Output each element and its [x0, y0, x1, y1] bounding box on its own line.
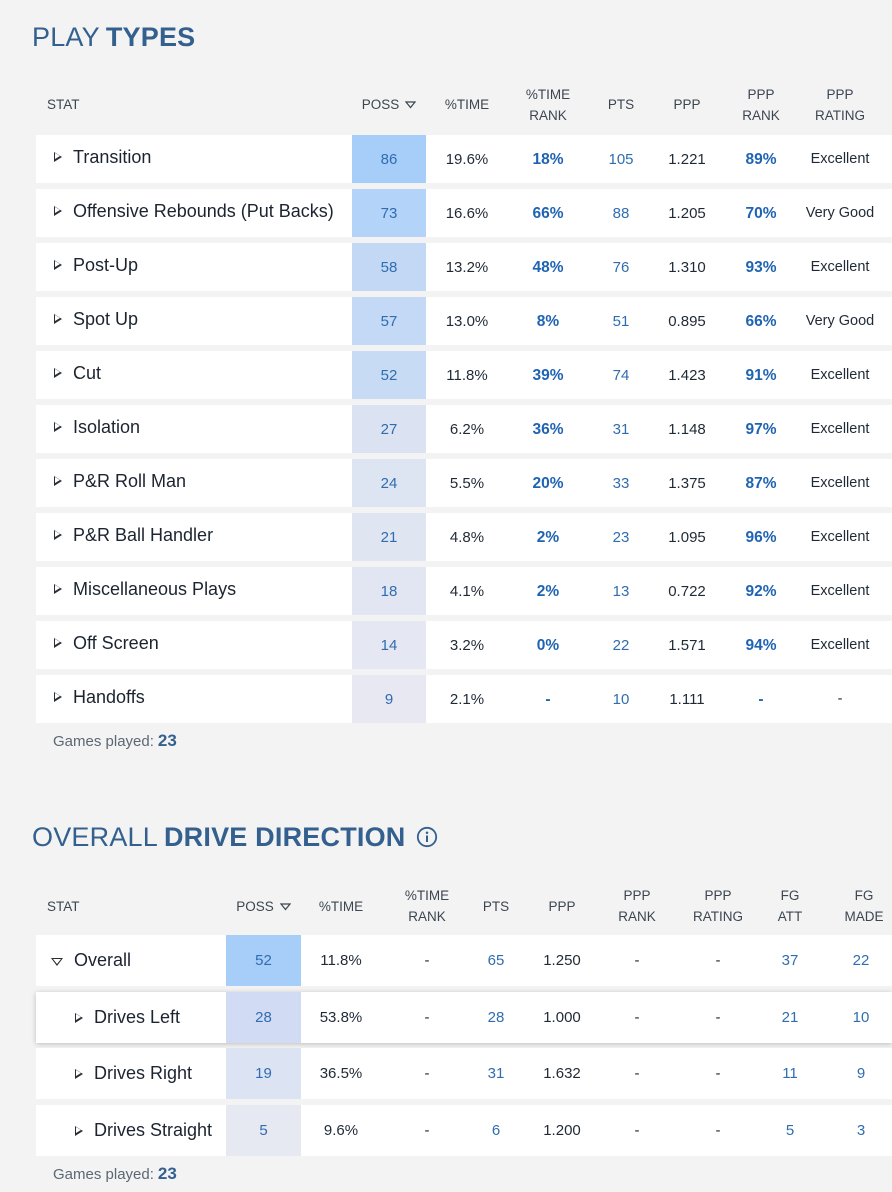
time-rank-value: 20% — [532, 475, 564, 492]
drive-direction-title-bold: DRIVE DIRECTION — [163, 822, 406, 852]
poss-value[interactable]: 5 — [226, 1105, 301, 1156]
info-icon[interactable] — [416, 826, 438, 848]
expand-arrow-icon[interactable] — [54, 584, 62, 594]
play-type-row[interactable] — [36, 405, 892, 453]
dd-header-ppp-rank-line2: RANK — [618, 909, 656, 924]
play-type-name: P&R Ball Handler — [73, 524, 214, 545]
ppp-rank-value: 96% — [745, 529, 777, 546]
play-type-row[interactable] — [36, 621, 892, 669]
time-value: 11.8% — [320, 952, 362, 969]
dd-header-time-rank-line2: RANK — [408, 909, 446, 924]
time-value: 4.1% — [449, 582, 485, 600]
ppp-rank-value: - — [634, 1009, 640, 1026]
drive-name: Drives Right — [94, 1063, 193, 1083]
play-type-row[interactable] — [36, 243, 892, 291]
pts-value[interactable]: 28 — [487, 1009, 505, 1026]
ppp-rank-value: 93% — [745, 259, 777, 276]
drive-name: Overall — [74, 950, 132, 970]
drive-direction-row[interactable] — [36, 992, 892, 1043]
dd-header-time-rank[interactable] — [386, 885, 468, 927]
expand-arrow-icon[interactable] — [54, 206, 62, 216]
time-rank-value: 2% — [536, 529, 560, 546]
poss-value[interactable]: 28 — [226, 992, 301, 1043]
poss-value[interactable]: 52 — [226, 935, 301, 986]
ppp-value: 1.375 — [668, 474, 706, 492]
play-type-name: Cut — [73, 362, 102, 383]
time-value: 13.2% — [445, 258, 489, 276]
drive-direction-row[interactable] — [36, 1105, 892, 1156]
time-rank-value: 18% — [532, 151, 564, 168]
drive-direction-title — [32, 822, 438, 853]
ppp-rating-value: Very Good — [805, 313, 875, 329]
drive-direction-games-played — [53, 1164, 177, 1184]
ppp-rank-value: 92% — [745, 583, 777, 600]
ppp-rating-value: Excellent — [810, 259, 870, 275]
fg-made-value[interactable]: 3 — [856, 1122, 866, 1139]
sort-desc-icon — [280, 903, 291, 911]
ppp-value: 1.111 — [669, 690, 705, 708]
play-type-name-cell[interactable] — [54, 567, 354, 611]
ppp-rank-value: 66% — [745, 313, 777, 330]
header-ppp-rank-line1: PPP — [747, 87, 775, 102]
play-type-name-cell[interactable] — [54, 243, 354, 287]
ppp-value: 0.722 — [668, 582, 706, 600]
time-value: 5.5% — [449, 474, 485, 492]
fg-att-value[interactable]: 21 — [781, 1009, 799, 1026]
header-ppp[interactable]: PPP — [673, 97, 701, 112]
ppp-rating-value: Excellent — [810, 637, 870, 653]
ppp-value: 1.095 — [668, 528, 706, 546]
ppp-rating-value: - — [715, 1065, 721, 1082]
poss-value[interactable]: 18 — [352, 567, 426, 615]
time-value: 6.2% — [449, 420, 485, 438]
ppp-value: 1.205 — [668, 204, 706, 222]
time-value: 19.6% — [445, 150, 489, 168]
ppp-value: 1.250 — [543, 952, 581, 969]
ppp-rating-value: Excellent — [810, 367, 870, 383]
drive-direction-title-light: OVERALL — [32, 822, 158, 852]
ppp-rank-value: - — [634, 952, 640, 969]
expand-arrow-icon[interactable] — [75, 1126, 83, 1136]
time-rank-value: - — [424, 1122, 430, 1139]
play-type-row[interactable] — [36, 513, 892, 561]
games-played-label: Games played: — [53, 733, 154, 750]
ppp-rating-value: - — [837, 691, 843, 707]
header-ppp-rating-line2: RATING — [815, 108, 865, 123]
ppp-value: 1.632 — [543, 1065, 581, 1082]
ppp-value: 1.571 — [668, 636, 706, 654]
drive-name-cell[interactable] — [51, 935, 231, 986]
drive-name: Drives Left — [94, 1007, 181, 1027]
ppp-rating-value: Very Good — [805, 205, 875, 221]
ppp-value: 1.000 — [543, 1009, 581, 1026]
expand-arrow-icon[interactable] — [54, 692, 62, 702]
ppp-rating-value: Excellent — [810, 421, 870, 437]
header-ppp-rank-line2: RANK — [742, 108, 780, 123]
pts-value[interactable]: 6 — [491, 1122, 501, 1139]
poss-value[interactable]: 52 — [352, 351, 426, 399]
play-type-name: Transition — [73, 146, 152, 167]
time-rank-value: 0% — [536, 637, 560, 654]
expand-arrow-icon[interactable] — [54, 368, 62, 378]
dd-header-time[interactable]: %TIME — [318, 899, 364, 914]
header-stat: STAT — [47, 97, 80, 112]
ppp-value: 1.221 — [668, 150, 706, 168]
pts-value[interactable]: 22 — [612, 636, 630, 654]
header-poss-sort[interactable] — [352, 94, 426, 115]
header-time-rank[interactable] — [508, 84, 588, 126]
play-type-name-cell[interactable] — [54, 513, 354, 557]
dd-header-ppp-rating-line2: RATING — [693, 909, 743, 924]
time-value: 3.2% — [449, 636, 485, 654]
dd-header-fg-att-line2: ATT — [777, 909, 803, 924]
header-poss-label: POSS — [361, 97, 400, 112]
pts-value[interactable]: 88 — [612, 204, 630, 222]
play-type-name: P&R Roll Man — [73, 470, 187, 491]
dd-header-stat: STAT — [47, 899, 80, 914]
dd-header-fg-att[interactable] — [760, 885, 820, 927]
play-type-name-cell[interactable] — [54, 135, 354, 179]
header-time-rank-line1: %TIME — [525, 87, 571, 102]
dd-header-ppp-rating-line1: PPP — [704, 888, 732, 903]
play-type-name: Isolation — [73, 416, 141, 437]
expand-arrow-icon[interactable] — [54, 314, 62, 324]
play-types-title-light: PLAY — [32, 22, 100, 52]
play-type-name-cell[interactable] — [54, 189, 354, 233]
play-type-row[interactable] — [36, 189, 892, 237]
time-rank-value: - — [545, 691, 551, 708]
sort-desc-icon — [405, 101, 416, 109]
dd-header-ppp-rating[interactable] — [676, 885, 760, 927]
poss-value[interactable]: 9 — [352, 675, 426, 723]
dd-header-pts[interactable]: PTS — [482, 899, 510, 914]
poss-value[interactable]: 24 — [352, 459, 426, 507]
ppp-rating-value: Excellent — [810, 475, 870, 491]
time-value: 9.6% — [323, 1122, 359, 1139]
ppp-rank-value: - — [634, 1065, 640, 1082]
ppp-value: 1.423 — [668, 366, 706, 384]
poss-value[interactable]: 14 — [352, 621, 426, 669]
pts-value[interactable]: 105 — [608, 150, 634, 168]
pts-value[interactable]: 65 — [487, 952, 505, 969]
pts-value[interactable]: 10 — [612, 690, 630, 708]
dd-header-fg-made-line2: MADE — [844, 909, 884, 924]
expand-arrow-icon[interactable] — [54, 638, 62, 648]
ppp-rank-value: 70% — [745, 205, 777, 222]
play-type-name-cell[interactable] — [54, 621, 354, 665]
play-type-name: Post-Up — [73, 254, 139, 275]
collapse-arrow-icon[interactable] — [51, 958, 63, 966]
ppp-rank-value: 91% — [745, 367, 777, 384]
drive-name: Drives Straight — [94, 1120, 213, 1140]
time-value: 36.5% — [319, 1065, 363, 1082]
time-value: 13.0% — [445, 312, 489, 330]
games-played-label: Games played: — [53, 1166, 154, 1183]
time-rank-value: - — [424, 1009, 430, 1026]
ppp-rating-value: - — [715, 952, 721, 969]
expand-arrow-icon[interactable] — [54, 422, 62, 432]
time-rank-value: 48% — [532, 259, 564, 276]
dd-header-ppp[interactable]: PPP — [548, 899, 576, 914]
fg-made-value[interactable]: 22 — [852, 952, 870, 969]
fg-att-value[interactable]: 5 — [785, 1122, 795, 1139]
play-type-row[interactable] — [36, 567, 892, 615]
dd-header-ppp-rank-line1: PPP — [623, 888, 651, 903]
drive-overall-row[interactable] — [36, 935, 892, 986]
ppp-rank-value: - — [634, 1122, 640, 1139]
play-types-title-bold: TYPES — [105, 22, 196, 52]
games-played-value: 23 — [157, 1164, 177, 1183]
header-ppp-rating-line1: PPP — [826, 87, 854, 102]
time-rank-value: - — [424, 952, 430, 969]
ppp-rank-value: 97% — [745, 421, 777, 438]
pts-value[interactable]: 13 — [612, 582, 630, 600]
time-rank-value: 2% — [536, 583, 560, 600]
time-rank-value: 8% — [536, 313, 560, 330]
expand-arrow-icon[interactable] — [54, 260, 62, 270]
expand-arrow-icon[interactable] — [75, 1013, 83, 1023]
dd-header-fg-att-line1: FG — [780, 888, 800, 903]
poss-value[interactable]: 21 — [352, 513, 426, 561]
pts-value[interactable]: 31 — [487, 1065, 505, 1082]
games-played-value: 23 — [157, 731, 177, 750]
fg-made-value[interactable]: 9 — [856, 1065, 866, 1082]
play-type-name-cell[interactable] — [54, 297, 354, 341]
header-time-rank-line2: RANK — [529, 108, 567, 123]
pts-value[interactable]: 33 — [612, 474, 630, 492]
play-type-name: Spot Up — [73, 308, 139, 329]
expand-arrow-icon[interactable] — [54, 530, 62, 540]
header-time[interactable]: %TIME — [444, 97, 490, 112]
play-type-row[interactable] — [36, 135, 892, 183]
dd-header-ppp-rank[interactable] — [598, 885, 676, 927]
time-value: 53.8% — [319, 1009, 363, 1026]
poss-value[interactable]: 73 — [352, 189, 426, 237]
expand-arrow-icon[interactable] — [75, 1069, 83, 1079]
ppp-rating-value: Excellent — [810, 583, 870, 599]
play-type-name: Offensive Rebounds (Put Backs) — [73, 200, 334, 221]
header-ppp-rating[interactable] — [802, 84, 878, 126]
fg-att-value[interactable]: 37 — [781, 952, 799, 969]
play-type-name-cell[interactable] — [54, 405, 354, 449]
time-value: 4.8% — [449, 528, 485, 546]
poss-value[interactable]: 27 — [352, 405, 426, 453]
time-value: 11.8% — [446, 366, 488, 384]
time-rank-value: 66% — [532, 205, 564, 222]
pts-value[interactable]: 74 — [612, 366, 630, 384]
dd-header-poss-sort[interactable] — [226, 896, 301, 917]
dd-header-fg-made[interactable] — [836, 885, 892, 927]
ppp-rank-value: 87% — [745, 475, 777, 492]
ppp-rank-value: 89% — [745, 151, 777, 168]
pts-value[interactable]: 51 — [612, 312, 630, 330]
ppp-value: 1.148 — [668, 420, 706, 438]
ppp-rating-value: Excellent — [810, 529, 870, 545]
play-type-row[interactable] — [36, 675, 892, 723]
play-type-name-cell[interactable] — [54, 459, 354, 503]
poss-value[interactable]: 58 — [352, 243, 426, 291]
poss-value[interactable]: 19 — [226, 1048, 301, 1099]
dd-header-poss-label: POSS — [236, 899, 274, 914]
play-type-name-cell[interactable] — [54, 351, 354, 395]
play-types-games-played — [53, 731, 177, 751]
time-rank-value: 36% — [532, 421, 564, 438]
ppp-rank-value: - — [758, 691, 764, 708]
expand-arrow-icon[interactable] — [54, 152, 62, 162]
drive-direction-row[interactable] — [36, 1048, 892, 1099]
pts-value[interactable]: 76 — [612, 258, 630, 276]
pts-value[interactable]: 31 — [612, 420, 630, 438]
play-type-name: Off Screen — [73, 632, 159, 653]
play-type-name-cell[interactable] — [54, 675, 354, 719]
play-type-row[interactable] — [36, 297, 892, 345]
poss-value[interactable]: 86 — [352, 135, 426, 183]
play-type-row[interactable] — [36, 351, 892, 399]
ppp-rating-value: Excellent — [810, 151, 870, 167]
dd-header-fg-made-line1: FG — [854, 888, 874, 903]
ppp-value: 1.200 — [543, 1122, 581, 1139]
ppp-rating-value: - — [715, 1122, 721, 1139]
pts-value[interactable]: 23 — [612, 528, 630, 546]
play-types-title — [32, 22, 195, 53]
expand-arrow-icon[interactable] — [54, 476, 62, 486]
play-type-name: Miscellaneous Plays — [73, 578, 237, 599]
fg-made-value[interactable]: 10 — [852, 1009, 870, 1026]
ppp-value: 1.310 — [668, 258, 706, 276]
fg-att-value[interactable]: 11 — [782, 1065, 798, 1082]
header-ppp-rank[interactable] — [720, 84, 802, 126]
time-value: 16.6% — [445, 204, 489, 222]
ppp-value: 0.895 — [668, 312, 706, 330]
ppp-rating-value: - — [715, 1009, 721, 1026]
dd-header-time-rank-line1: %TIME — [404, 888, 450, 903]
header-pts[interactable]: PTS — [607, 97, 635, 112]
time-rank-value: - — [424, 1065, 430, 1082]
play-type-row[interactable] — [36, 459, 892, 507]
ppp-rank-value: 94% — [745, 637, 777, 654]
play-type-name: Handoffs — [73, 686, 145, 707]
time-value: 2.1% — [449, 690, 485, 708]
poss-value[interactable]: 57 — [352, 297, 426, 345]
time-rank-value: 39% — [532, 367, 564, 384]
